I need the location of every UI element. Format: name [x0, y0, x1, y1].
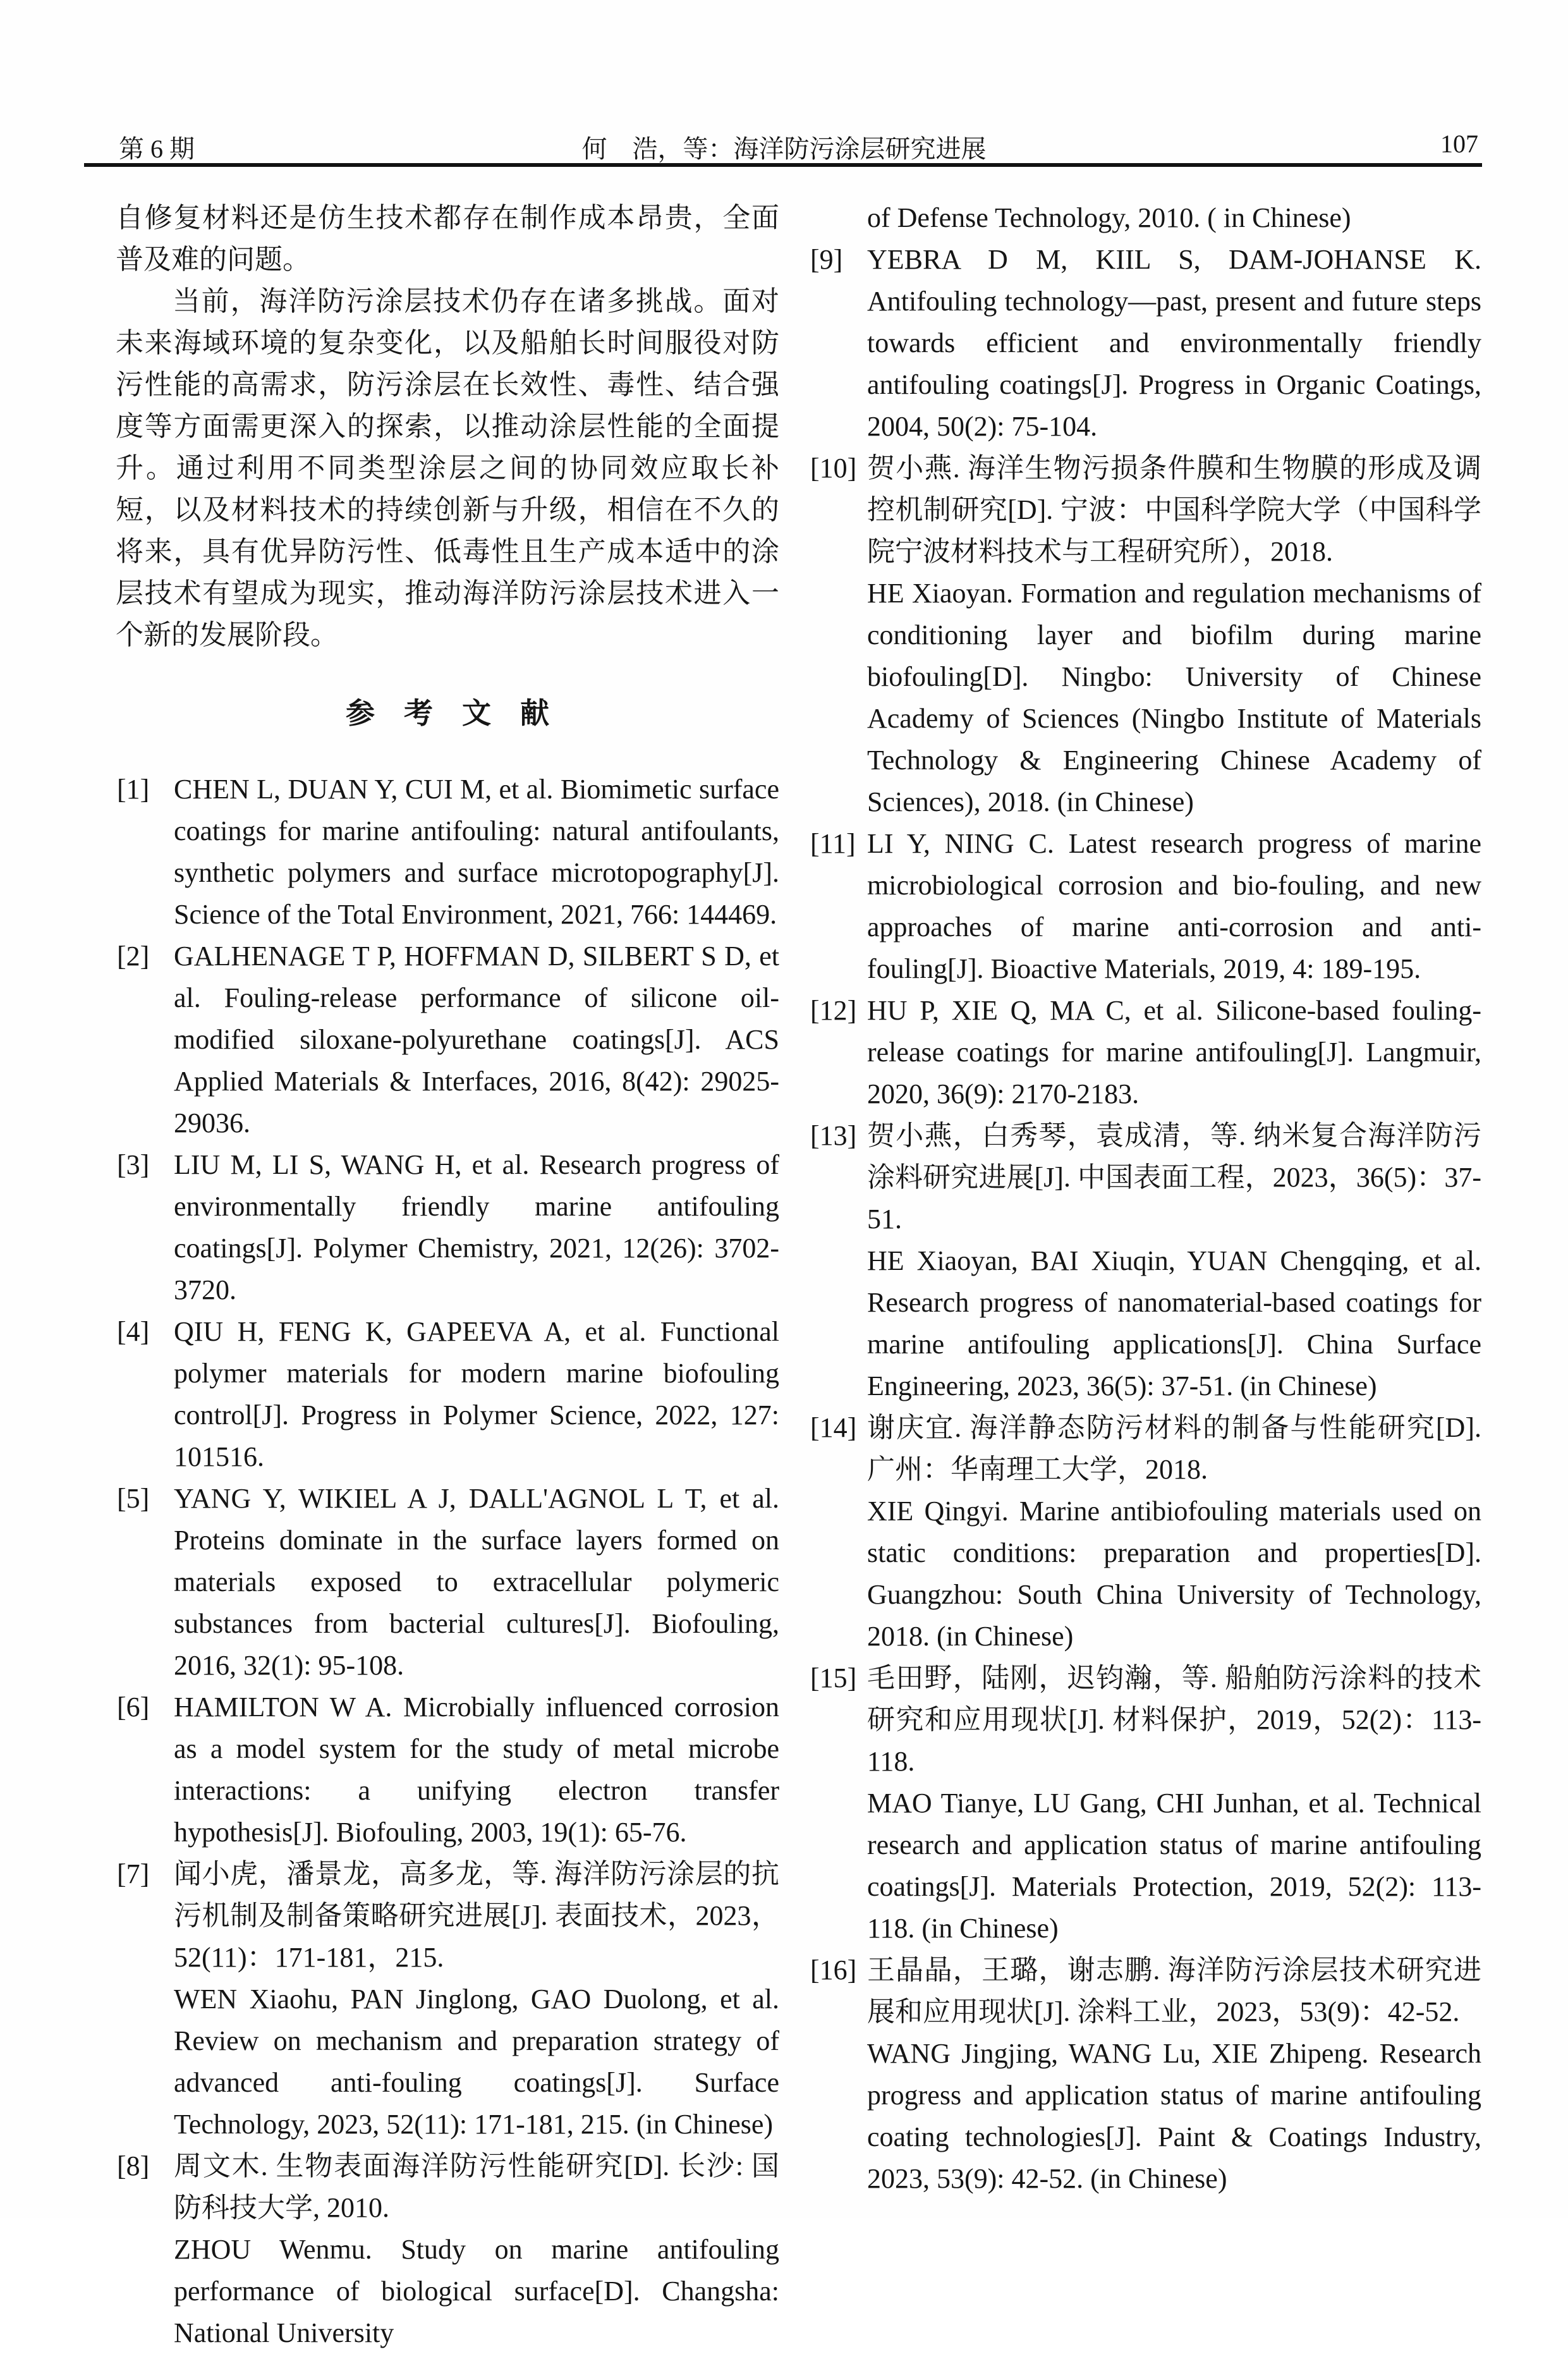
reference-item: [116, 1853, 779, 2145]
body-paragraphs: [116, 197, 779, 656]
reference-text: HAMILTON W A. Microbially influenced corrosion as a model system for the study of metal microbe interactions: a unifying electron transfer hypothesis[J]. Biofouling, 2003, 19(1): 65-76.: [174, 1692, 779, 1848]
reference-number: [1]: [117, 774, 150, 805]
reference-number: [15]: [810, 1662, 857, 1693]
reference-text: 毛田野，陆刚，迟钧瀚，等. 船舶防污涂料的技术研究和应用现状[J]. 材料保护，2019，52(2)：113-118.: [867, 1662, 1481, 1777]
reference-number: [11]: [810, 828, 856, 859]
right-column: [809, 197, 1481, 2200]
reference-item: [116, 1311, 779, 1478]
reference-number: [2]: [117, 941, 150, 972]
reference-item: [809, 448, 1481, 823]
reference-number: [13]: [810, 1120, 857, 1151]
reference-text: ZHOU Wenmu. Study on marine antifouling performance of biological surface[D]. Changsha: National University: [174, 2234, 779, 2348]
reference-number: [8]: [117, 2150, 150, 2181]
header-page-number: 107: [1440, 130, 1478, 158]
reference-item: [116, 936, 779, 1144]
references-list-left: [116, 769, 779, 2354]
reference-item: [116, 1478, 779, 1686]
reference-text: WANG Jingjing, WANG Lu, XIE Zhipeng. Research progress and application status of marine antifouling coating technologies[J]. Paint & Coatings Industry, 2023, 53(9): 42-52. (in Chinese): [867, 2038, 1481, 2194]
reference-item: [809, 1407, 1481, 1657]
reference-number: [16]: [810, 1955, 857, 1985]
reference-text: WEN Xiaohu, PAN Jinglong, GAO Duolong, et al. Review on mechanism and preparation strategy of advanced anti-fouling coatings[J]. Surface Technology, 2023, 52(11): 171-181, 215. (in Chinese): [174, 1984, 779, 2140]
reference-item: [116, 1686, 779, 1853]
header-title: 何 浩，等：海洋防污涂层研究进展: [581, 135, 987, 163]
body-paragraph: 自修复材料还是仿生技术都存在制作成本昂贵，全面普及难的问题。: [116, 202, 779, 275]
reference-number: [4]: [117, 1316, 150, 1347]
reference-text: LI Y, NING C. Latest research progress of marine microbiological corrosion and bio-fouling, and new approaches of marine anti-corrosion and anti-fouling[J]. Bioactive Materials, 2019, 4: 189-195.: [867, 828, 1481, 984]
reference-number: [9]: [810, 244, 843, 275]
reference-text: 贺小燕，白秀琴，袁成清，等. 纳米复合海洋防污涂料研究进展[J]. 中国表面工程，2023，36(5)：37-51.: [867, 1120, 1481, 1235]
reference-text: LIU M, LI S, WANG H, et al. Research progress of environmentally friendly marine antifouling coatings[J]. Polymer Chemistry, 2021, 12(26): 3702-3720.: [174, 1149, 779, 1305]
reference-text: 周文木. 生物表面海洋防污性能研究[D]. 长沙: 国防科技大学, 2010.: [174, 2150, 779, 2223]
left-column: [116, 197, 779, 2354]
reference-text: 谢庆宜. 海洋静态防污材料的制备与性能研究[D]. 广州：华南理工大学，2018.: [867, 1412, 1481, 1485]
reference-text: YEBRA D M, KIIL S, DAM-JOHANSE K. Antifouling technology—past, present and future steps towards efficient and environmentally friendly antifouling coatings[J]. Progress in Organic Coatings, 2004, 50(2): 75-104.: [867, 244, 1481, 442]
reference-number: [6]: [117, 1692, 150, 1723]
reference-item: [809, 239, 1481, 448]
reference-text: 闻小虎，潘景龙，高多龙，等. 海洋防污涂层的抗污机制及制备策略研究进展[J]. 表面技术，2023，52(11)：171-181，215.: [174, 1858, 779, 1973]
reference-number: [7]: [117, 1858, 150, 1889]
reference-item: [809, 823, 1481, 990]
reference-item: [116, 769, 779, 936]
reference-text: YANG Y, WIKIEL A J, DALL'AGNOL L T, et al. Proteins dominate in the surface layers formed on materials exposed to extracellular polymeric substances from bacterial cultures[J]. Biofouling, 2016, 32(1): 95-108.: [174, 1483, 779, 1681]
reference-text: 王晶晶，王璐，谢志鹏. 海洋防污涂层技术研究进展和应用现状[J]. 涂料工业，2023，53(9)：42-52.: [867, 1955, 1481, 2027]
reference-number: [10]: [810, 453, 857, 484]
reference-text: HU P, XIE Q, MA C, et al. Silicone-based fouling-release coatings for marine antifouling[J]. Langmuir, 2020, 36(9): 2170-2183.: [867, 995, 1481, 1109]
reference-item: [809, 990, 1481, 1115]
reference-item: [809, 1657, 1481, 1949]
body-paragraph: 当前，海洋防污涂层技术仍存在诸多挑战。面对未来海域环境的复杂变化，以及船舶长时间服役对防污性能的高需求，防污涂层在长效性、毒性、结合强度等方面需更深入的探索，以推动涂层性能的全面提升。通过利用不同类型涂层之间的协同效应取长补短，以及材料技术的持续创新与升级，相信在不久的将来，具有优异防污性、低毒性且生产成本适中的涂层技术有望成为现实，推动海洋防污涂层技术进入一个新的发展阶段。: [116, 286, 779, 650]
reference-item: [116, 1144, 779, 1311]
reference-text: 贺小燕. 海洋生物污损条件膜和生物膜的形成及调控机制研究[D]. 宁波：中国科学院大学（中国科学院宁波材料技术与工程研究所），2018.: [867, 453, 1481, 567]
references-heading: 参 考 文 献: [346, 697, 549, 729]
reference-text: of Defense Technology, 2010. ( in Chinese): [867, 202, 1351, 233]
reference-item: [116, 2145, 779, 2354]
header-rule: [84, 163, 1482, 167]
references-list-right: [809, 239, 1481, 2200]
reference-item: [809, 1115, 1481, 1407]
reference-text: MAO Tianye, LU Gang, CHI Junhan, et al. Technical research and application status of marine antifouling coatings[J]. Materials Protection, 2019, 52(2): 113-118. (in Chinese): [867, 1788, 1481, 1944]
reference-text: HE Xiaoyan, BAI Xiuqin, YUAN Chengqing, et al. Research progress of nanomaterial-based coatings for marine antifouling applications[J]. China Surface Engineering, 2023, 36(5): 37-51. (in Chinese): [867, 1245, 1481, 1401]
reference-number: [14]: [810, 1412, 857, 1443]
reference-number: [5]: [117, 1483, 150, 1514]
reference-number: [12]: [810, 995, 857, 1026]
reference-text: CHEN L, DUAN Y, CUI M, et al. Biomimetic surface coatings for marine antifouling: natural antifoulants, synthetic polymers and surface microtopography[J]. Science of the Total Environment, 2021, 766: 144469.: [174, 774, 779, 930]
reference-text: GALHENAGE T P, HOFFMAN D, SILBERT S D, et al. Fouling-release performance of silicone oil-modified siloxane-polyurethane coatings[J]. ACS Applied Materials & Interfaces, 2016, 8(42): 29025-29036.: [174, 941, 779, 1138]
reference-text: HE Xiaoyan. Formation and regulation mechanisms of conditioning layer and biofilm during marine biofouling[D]. Ningbo: University of Chinese Academy of Sciences (Ningbo Institute of Materials Technology & Engineering Chinese Academy of Sciences), 2018. (in Chinese): [867, 578, 1481, 817]
header-issue: 第 6 期: [119, 135, 195, 163]
reference-continuation: [809, 197, 1481, 239]
reference-text: XIE Qingyi. Marine antibiofouling materials used on static conditions: preparation and properties[D]. Guangzhou: South China University of Technology, 2018. (in Chinese): [867, 1496, 1481, 1652]
reference-item: [809, 1949, 1481, 2200]
reference-number: [3]: [117, 1149, 150, 1180]
reference-text: QIU H, FENG K, GAPEEVA A, et al. Functional polymer materials for modern marine biofouling control[J]. Progress in Polymer Science, 2022, 127: 101516.: [174, 1316, 779, 1472]
